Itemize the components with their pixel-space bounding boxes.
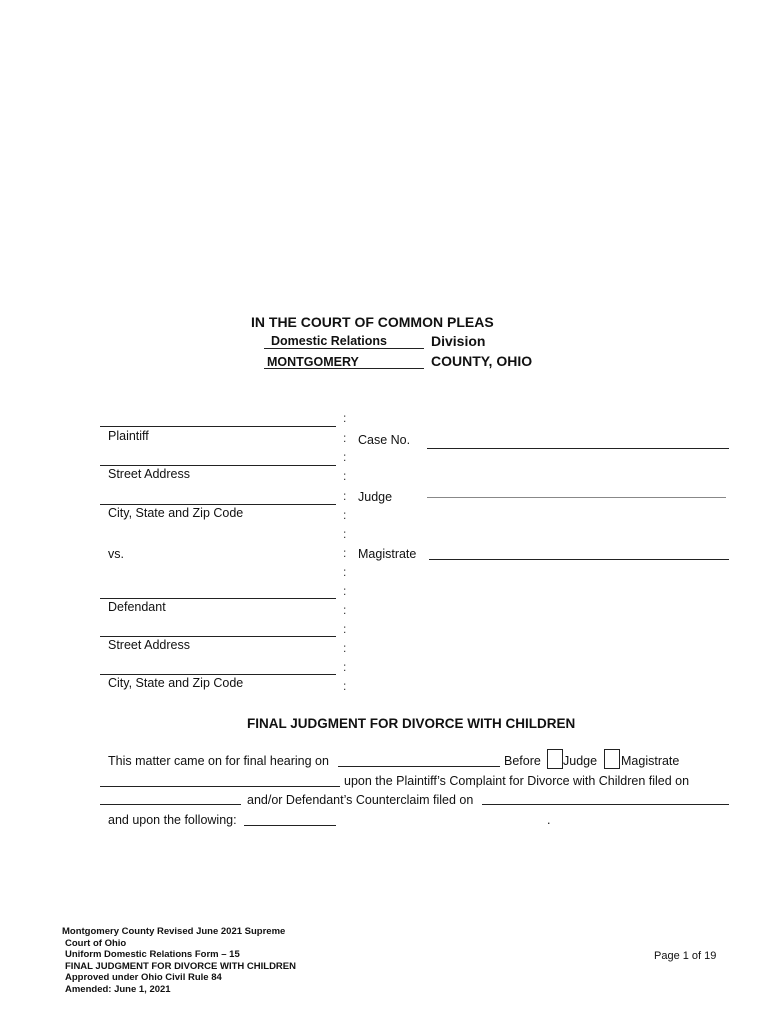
footer-line: Court of Ohio (65, 937, 127, 949)
hearing-text: This matter came on for final hearing on (108, 754, 329, 768)
defendant-street-line[interactable] (100, 636, 336, 637)
footer-line: Amended: June 1, 2021 (65, 983, 171, 995)
plaintiff-city-label: City, State and Zip Code (108, 506, 244, 520)
defendant-city-line[interactable] (100, 674, 336, 675)
caption-colon: : (343, 546, 347, 560)
before-text: Before (504, 754, 541, 768)
judge-checkbox[interactable] (547, 749, 563, 769)
defendant-city-label: City, State and Zip Code (108, 676, 244, 690)
defendant-label: Defendant (108, 600, 166, 614)
plaintiff-street-label: Street Address (108, 467, 190, 481)
caption-colon: : (343, 641, 347, 655)
caption-colon: : (343, 565, 347, 579)
judge-checkbox-label: Judge (563, 754, 598, 768)
division-field[interactable] (264, 333, 424, 349)
counterclaim-date-field[interactable] (482, 804, 729, 805)
case-no-label: Case No. (358, 433, 411, 447)
division-label: Division (431, 333, 486, 349)
county-field[interactable] (264, 354, 424, 369)
judge-field[interactable] (427, 497, 726, 498)
counterclaim-text: and/or Defendant’s Counterclaim filed on (247, 793, 474, 807)
magistrate-label: Magistrate (358, 547, 417, 561)
caption-colon: : (343, 411, 347, 425)
caption-colon: : (343, 527, 347, 541)
following-field[interactable] (244, 825, 336, 826)
court-title: IN THE COURT OF COMMON PLEAS (251, 314, 494, 330)
following-period: . (547, 813, 551, 827)
footer-line: FINAL JUDGMENT FOR DIVORCE WITH CHILDREN (65, 960, 296, 972)
case-no-field[interactable] (427, 448, 729, 449)
division-value: Domestic Relations (271, 334, 388, 348)
caption-colon: : (343, 679, 347, 693)
magistrate-checkbox-label: Magistrate (621, 754, 680, 768)
caption-colon: : (343, 450, 347, 464)
plaintiff-name-line[interactable] (100, 426, 336, 427)
caption-colon: : (343, 489, 347, 503)
caption-colon: : (343, 584, 347, 598)
plaintiff-street-line[interactable] (100, 465, 336, 466)
county-value: MONTGOMERY (267, 355, 359, 369)
footer-line: Montgomery County Revised June 2021 Supreme (62, 926, 286, 937)
county-label: COUNTY, OHIO (431, 353, 533, 369)
hearing-party-field[interactable] (100, 786, 340, 787)
footer-line: Approved under Ohio Civil Rule 84 (65, 972, 222, 983)
following-text: and upon the following: (108, 813, 237, 827)
magistrate-field[interactable] (429, 559, 729, 560)
defendant-street-label: Street Address (108, 638, 190, 652)
footer-line: Uniform Domestic Relations Form – 15 (65, 949, 240, 960)
caption-colon: : (343, 431, 347, 445)
magistrate-checkbox[interactable] (604, 749, 620, 769)
defendant-name-line[interactable] (100, 598, 336, 599)
caption-colon: : (343, 508, 347, 522)
plaintiff-city-line[interactable] (100, 504, 336, 505)
hearing-date-field[interactable] (338, 766, 500, 767)
judge-label: Judge (358, 490, 393, 504)
caption-colon: : (343, 622, 347, 636)
complaint-text: upon the Plaintiff’s Complaint for Divorce with Children filed on (344, 774, 690, 788)
document-title: FINAL JUDGMENT FOR DIVORCE WITH CHILDREN (247, 716, 576, 731)
complaint-date-field[interactable] (100, 804, 241, 805)
caption-colon: : (343, 469, 347, 483)
page-number: Page 1 of 19 (654, 950, 717, 962)
caption-colon: : (343, 603, 347, 617)
vs-label: vs. (108, 547, 124, 561)
form-footer (62, 926, 382, 995)
plaintiff-label: Plaintiff (108, 429, 149, 443)
caption-colon: : (343, 660, 347, 674)
